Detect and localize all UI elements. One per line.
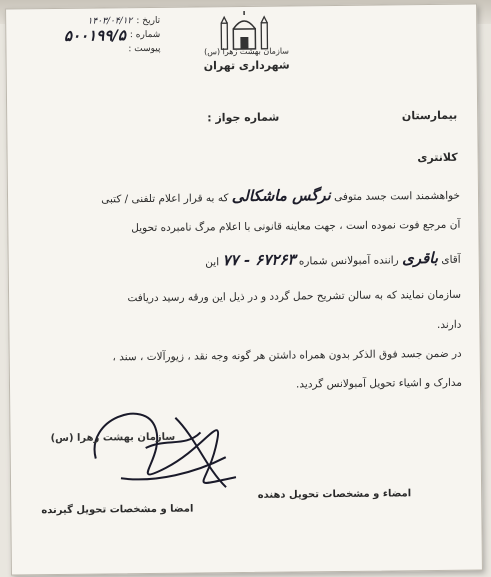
hospital-label: بیمارستان	[401, 108, 458, 123]
date-value: ۱۴۰۳/۰۴/۱۲	[87, 16, 133, 27]
document-page	[5, 4, 483, 576]
header-meta	[30, 14, 160, 57]
stamp-text: سازمان بهشت زهرا (س)	[50, 431, 176, 445]
organization-name: سازمان بهشت زهرا (س)	[204, 46, 289, 57]
date-label: تاریخ :	[136, 15, 161, 27]
signature-receiver-label: امضا و مشخصات تحویل گیرنده	[41, 503, 194, 517]
permit-number-label: شماره جواز :	[207, 110, 280, 125]
signature-deliverer-label: امضاء و مشخصات تحویل دهنده	[257, 488, 412, 501]
organization-logo	[217, 11, 271, 52]
ambulance-number: ۶۷۲۶۳ - ۷۷	[222, 250, 296, 270]
body-line-5: دارند.	[436, 318, 462, 331]
body-line-2: آن مرجع فوت نموده است ، جهت معاینه قانونی با اعلام مرگ نامبرده تحویل	[131, 218, 461, 235]
body-line-7: مدارک و اشیاء تحویل آمبولانس گردید.	[295, 376, 463, 391]
body-line-6: در ضمن جسد فوق الذکر بدون همراه داشتن هر گونه وجه نقد ، زیورآلات ، سند ،	[112, 347, 462, 364]
number-value: ۵۰۰۱۹۹/۵	[63, 26, 126, 45]
deceased-name: نرگس ماشکالی	[231, 186, 331, 206]
municipality-name: شهرداری تهران	[203, 58, 290, 73]
body-line-1: خواهشمند است جسد متوفی نرگس ماشکالی که به قرار اعلام تلفنی / کتبی	[101, 186, 461, 206]
body-line-4: سازمان نمایند که به سالن تشریح حمل گردد و در ذیل این ورقه رسید دریافت	[127, 288, 462, 305]
attachment-label: پیوست :	[128, 43, 161, 55]
precinct-label: کلانتری	[417, 150, 458, 165]
number-label: شماره :	[129, 29, 161, 41]
body-line-3: آقای باقری راننده آمبولانس شماره ۶۷۲۶۳ - ۷۷ این	[205, 248, 461, 270]
driver-name: باقری	[401, 248, 439, 268]
